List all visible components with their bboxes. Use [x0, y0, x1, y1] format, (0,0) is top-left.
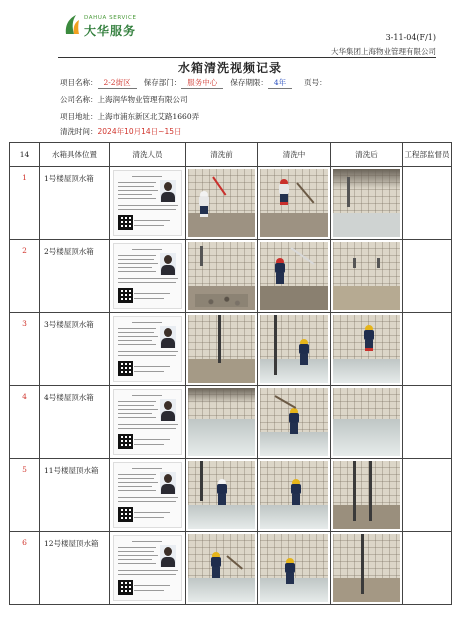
info-row-company: [60, 94, 188, 105]
photo-before: [186, 459, 258, 532]
table-header-row: [10, 143, 452, 167]
staff-id-card: [110, 167, 186, 240]
info-row-address: [60, 111, 199, 122]
page-title: 水箱清洗视频记录: [177, 61, 282, 75]
row-index: 3: [10, 313, 40, 386]
qr-code: [118, 580, 133, 595]
company-value: 上海润华物业管理有限公司: [97, 95, 188, 104]
supervisor-cell: [403, 532, 452, 605]
row-location: 11号楼屋顶水箱: [40, 459, 110, 532]
qr-code: [118, 361, 133, 376]
supervisor-cell: [403, 313, 452, 386]
photo-during: [258, 386, 331, 459]
supervisor-cell: [403, 167, 452, 240]
header-divider: [58, 57, 436, 58]
staff-id-card: [110, 532, 186, 605]
photo-during: [258, 532, 331, 605]
header-supervisor: 工程部监督员: [403, 143, 452, 167]
period-value: 4年: [268, 77, 292, 89]
staff-photo: [160, 326, 176, 348]
photo-before: [186, 532, 258, 605]
table-row: [10, 459, 452, 532]
row-index: 2: [10, 240, 40, 313]
time-label: 清洗时间：: [60, 127, 98, 136]
time-value: 2024年10月14日~15日: [97, 127, 182, 136]
row-index: 5: [10, 459, 40, 532]
photo-during: [258, 167, 331, 240]
header-before: 清洗前: [186, 143, 258, 167]
staff-photo: [160, 399, 176, 421]
period-label: 保存期限：: [230, 78, 268, 87]
table-row: [10, 386, 452, 459]
qr-code: [118, 434, 133, 449]
staff-id-card: [110, 313, 186, 386]
document-code: 3-11-04(F/1): [385, 33, 436, 42]
photo-after: [331, 240, 403, 313]
company-label: 公司名称：: [60, 95, 98, 104]
row-location: 2号楼屋顶水箱: [40, 240, 110, 313]
row-location: 3号楼屋顶水箱: [40, 313, 110, 386]
row-index: 6: [10, 532, 40, 605]
row-location: 12号楼屋顶水箱: [40, 532, 110, 605]
table-row: [10, 240, 452, 313]
logo-icon: [64, 14, 80, 36]
photo-during: [258, 240, 331, 313]
logo-text-cn: 大华服务: [84, 24, 137, 38]
photo-after: [331, 386, 403, 459]
logo-text-en: DAHUA SERVICE: [84, 15, 137, 21]
supervisor-cell: [403, 459, 452, 532]
header-location: 水箱具体位置: [40, 143, 110, 167]
staff-photo: [160, 472, 176, 494]
qr-code: [118, 288, 133, 303]
photo-before: [186, 386, 258, 459]
row-index: 1: [10, 167, 40, 240]
photo-after: [331, 313, 403, 386]
row-location: 1号楼屋顶水箱: [40, 167, 110, 240]
staff-id-card: [110, 240, 186, 313]
photo-before: [186, 167, 258, 240]
project-label: 项目名称：: [60, 78, 98, 87]
project-value: 2-2街区: [98, 77, 137, 89]
photo-after: [331, 459, 403, 532]
photo-before: [186, 240, 258, 313]
staff-id-card: [110, 459, 186, 532]
photo-before: [186, 313, 258, 386]
dept-value: 服务中心: [181, 77, 223, 89]
header-after: 清洗后: [331, 143, 403, 167]
qr-code: [118, 215, 133, 230]
staff-photo: [160, 545, 176, 567]
qr-code: [118, 507, 133, 522]
header-during: 清洗中: [258, 143, 331, 167]
staff-photo: [160, 253, 176, 275]
table-row: [10, 532, 452, 605]
staff-id-card: [110, 386, 186, 459]
header-staff: 清洗人员: [110, 143, 186, 167]
photo-after: [331, 167, 403, 240]
address-value: 上海市浦东新区北艾路1660弄: [97, 112, 200, 121]
photo-during: [258, 313, 331, 386]
row-location: 4号楼屋顶水箱: [40, 386, 110, 459]
supervisor-cell: [403, 386, 452, 459]
record-table: [9, 142, 452, 605]
photo-during: [258, 459, 331, 532]
table-row: [10, 167, 452, 240]
supervisor-cell: [403, 240, 452, 313]
table-row: [10, 313, 452, 386]
address-label: 项目地址：: [60, 112, 98, 121]
dept-label: 保存部门：: [143, 78, 182, 87]
page-label: 页号：: [304, 78, 327, 87]
photo-after: [331, 532, 403, 605]
header-index: 14: [10, 143, 40, 167]
row-index: 4: [10, 386, 40, 459]
staff-photo: [160, 180, 176, 202]
info-row-project: [60, 77, 327, 89]
company-name-header: 大华集团上海物业管理有限公司: [331, 47, 436, 56]
info-row-time: [60, 126, 182, 137]
